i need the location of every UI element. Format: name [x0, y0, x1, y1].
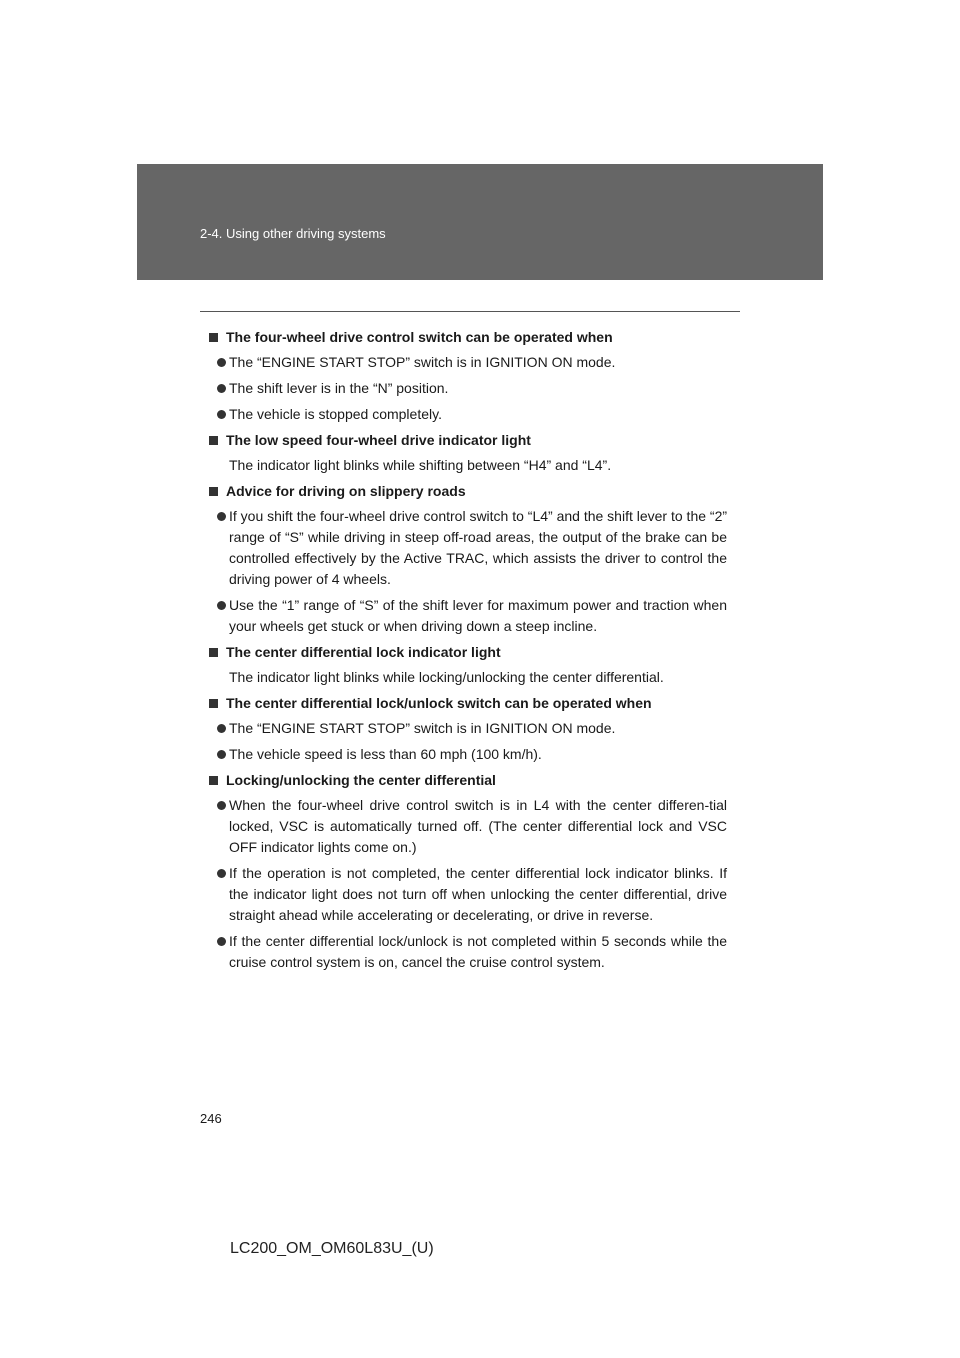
square-bullet-icon — [209, 776, 218, 785]
section-heading: Locking/unlocking the center differential — [209, 770, 727, 791]
bullet-item: The “ENGINE START STOP” switch is in IGNITION ON mode. — [209, 352, 727, 373]
content — [209, 327, 727, 978]
header-band — [137, 164, 823, 280]
divider-rule — [200, 311, 740, 312]
bullet-item: The shift lever is in the “N” position. — [209, 378, 727, 399]
bullet-item: If the operation is not completed, the center differential lock indicator blinks. If the indicator light does not turn off when unlocking the center differential, drive straight ahead while accelerating or decelerating, or drive in reverse. — [209, 863, 727, 926]
section-text: The indicator light blinks while shifting between “H4” and “L4”. — [229, 457, 612, 473]
round-bullet-icon — [217, 801, 226, 810]
section-heading: Advice for driving on slippery roads — [209, 481, 727, 502]
round-bullet-icon — [217, 384, 226, 393]
square-bullet-icon — [209, 699, 218, 708]
section-title: 2-4. Using other driving systems — [200, 226, 386, 241]
document-code: LC200_OM_OM60L83U_(U) — [230, 1240, 434, 1257]
section-heading: The four-wheel drive control switch can be operated when — [209, 327, 727, 348]
bullet-item: If the center differential lock/unlock is not completed within 5 seconds while the cruise control system is on, cancel the cruise control system. — [209, 931, 727, 973]
bullet-item: The vehicle speed is less than 60 mph (100 km/h). — [209, 744, 727, 765]
round-bullet-icon — [217, 724, 226, 733]
square-bullet-icon — [209, 648, 218, 657]
round-bullet-icon — [217, 601, 226, 610]
bullet-item: The “ENGINE START STOP” switch is in IGNITION ON mode. — [209, 718, 727, 739]
round-bullet-icon — [217, 869, 226, 878]
bullet-item: The vehicle is stopped completely. — [209, 404, 727, 425]
page-number: 246 — [200, 1111, 222, 1126]
bullet-item: When the four-wheel drive control switch is in L4 with the center differen-tial locked, VSC is automatically turned off. (The center differential lock and VSC OFF indicator lights come on.) — [209, 795, 727, 858]
section-text: The indicator light blinks while locking/unlocking the center differential. — [229, 669, 664, 685]
round-bullet-icon — [217, 750, 226, 759]
section-heading: The low speed four-wheel drive indicator light — [209, 430, 727, 451]
round-bullet-icon — [217, 937, 226, 946]
square-bullet-icon — [209, 487, 218, 496]
section-heading: The center differential lock/unlock switch can be operated when — [209, 693, 727, 714]
section-heading: The center differential lock indicator light — [209, 642, 727, 663]
square-bullet-icon — [209, 436, 218, 445]
bullet-item: Use the “1” range of “S” of the shift lever for maximum power and traction when your wheels get stuck or when driving down a steep incline. — [209, 595, 727, 637]
bullet-item: If you shift the four-wheel drive control switch to “L4” and the shift lever to the “2” range of “S” while driving in steep off-road areas, the output of the brake can be controlled effectively by the Active TRAC, which assists the driver to control the driving power of 4 wheels. — [209, 506, 727, 590]
square-bullet-icon — [209, 333, 218, 342]
round-bullet-icon — [217, 358, 226, 367]
round-bullet-icon — [217, 410, 226, 419]
round-bullet-icon — [217, 512, 226, 521]
